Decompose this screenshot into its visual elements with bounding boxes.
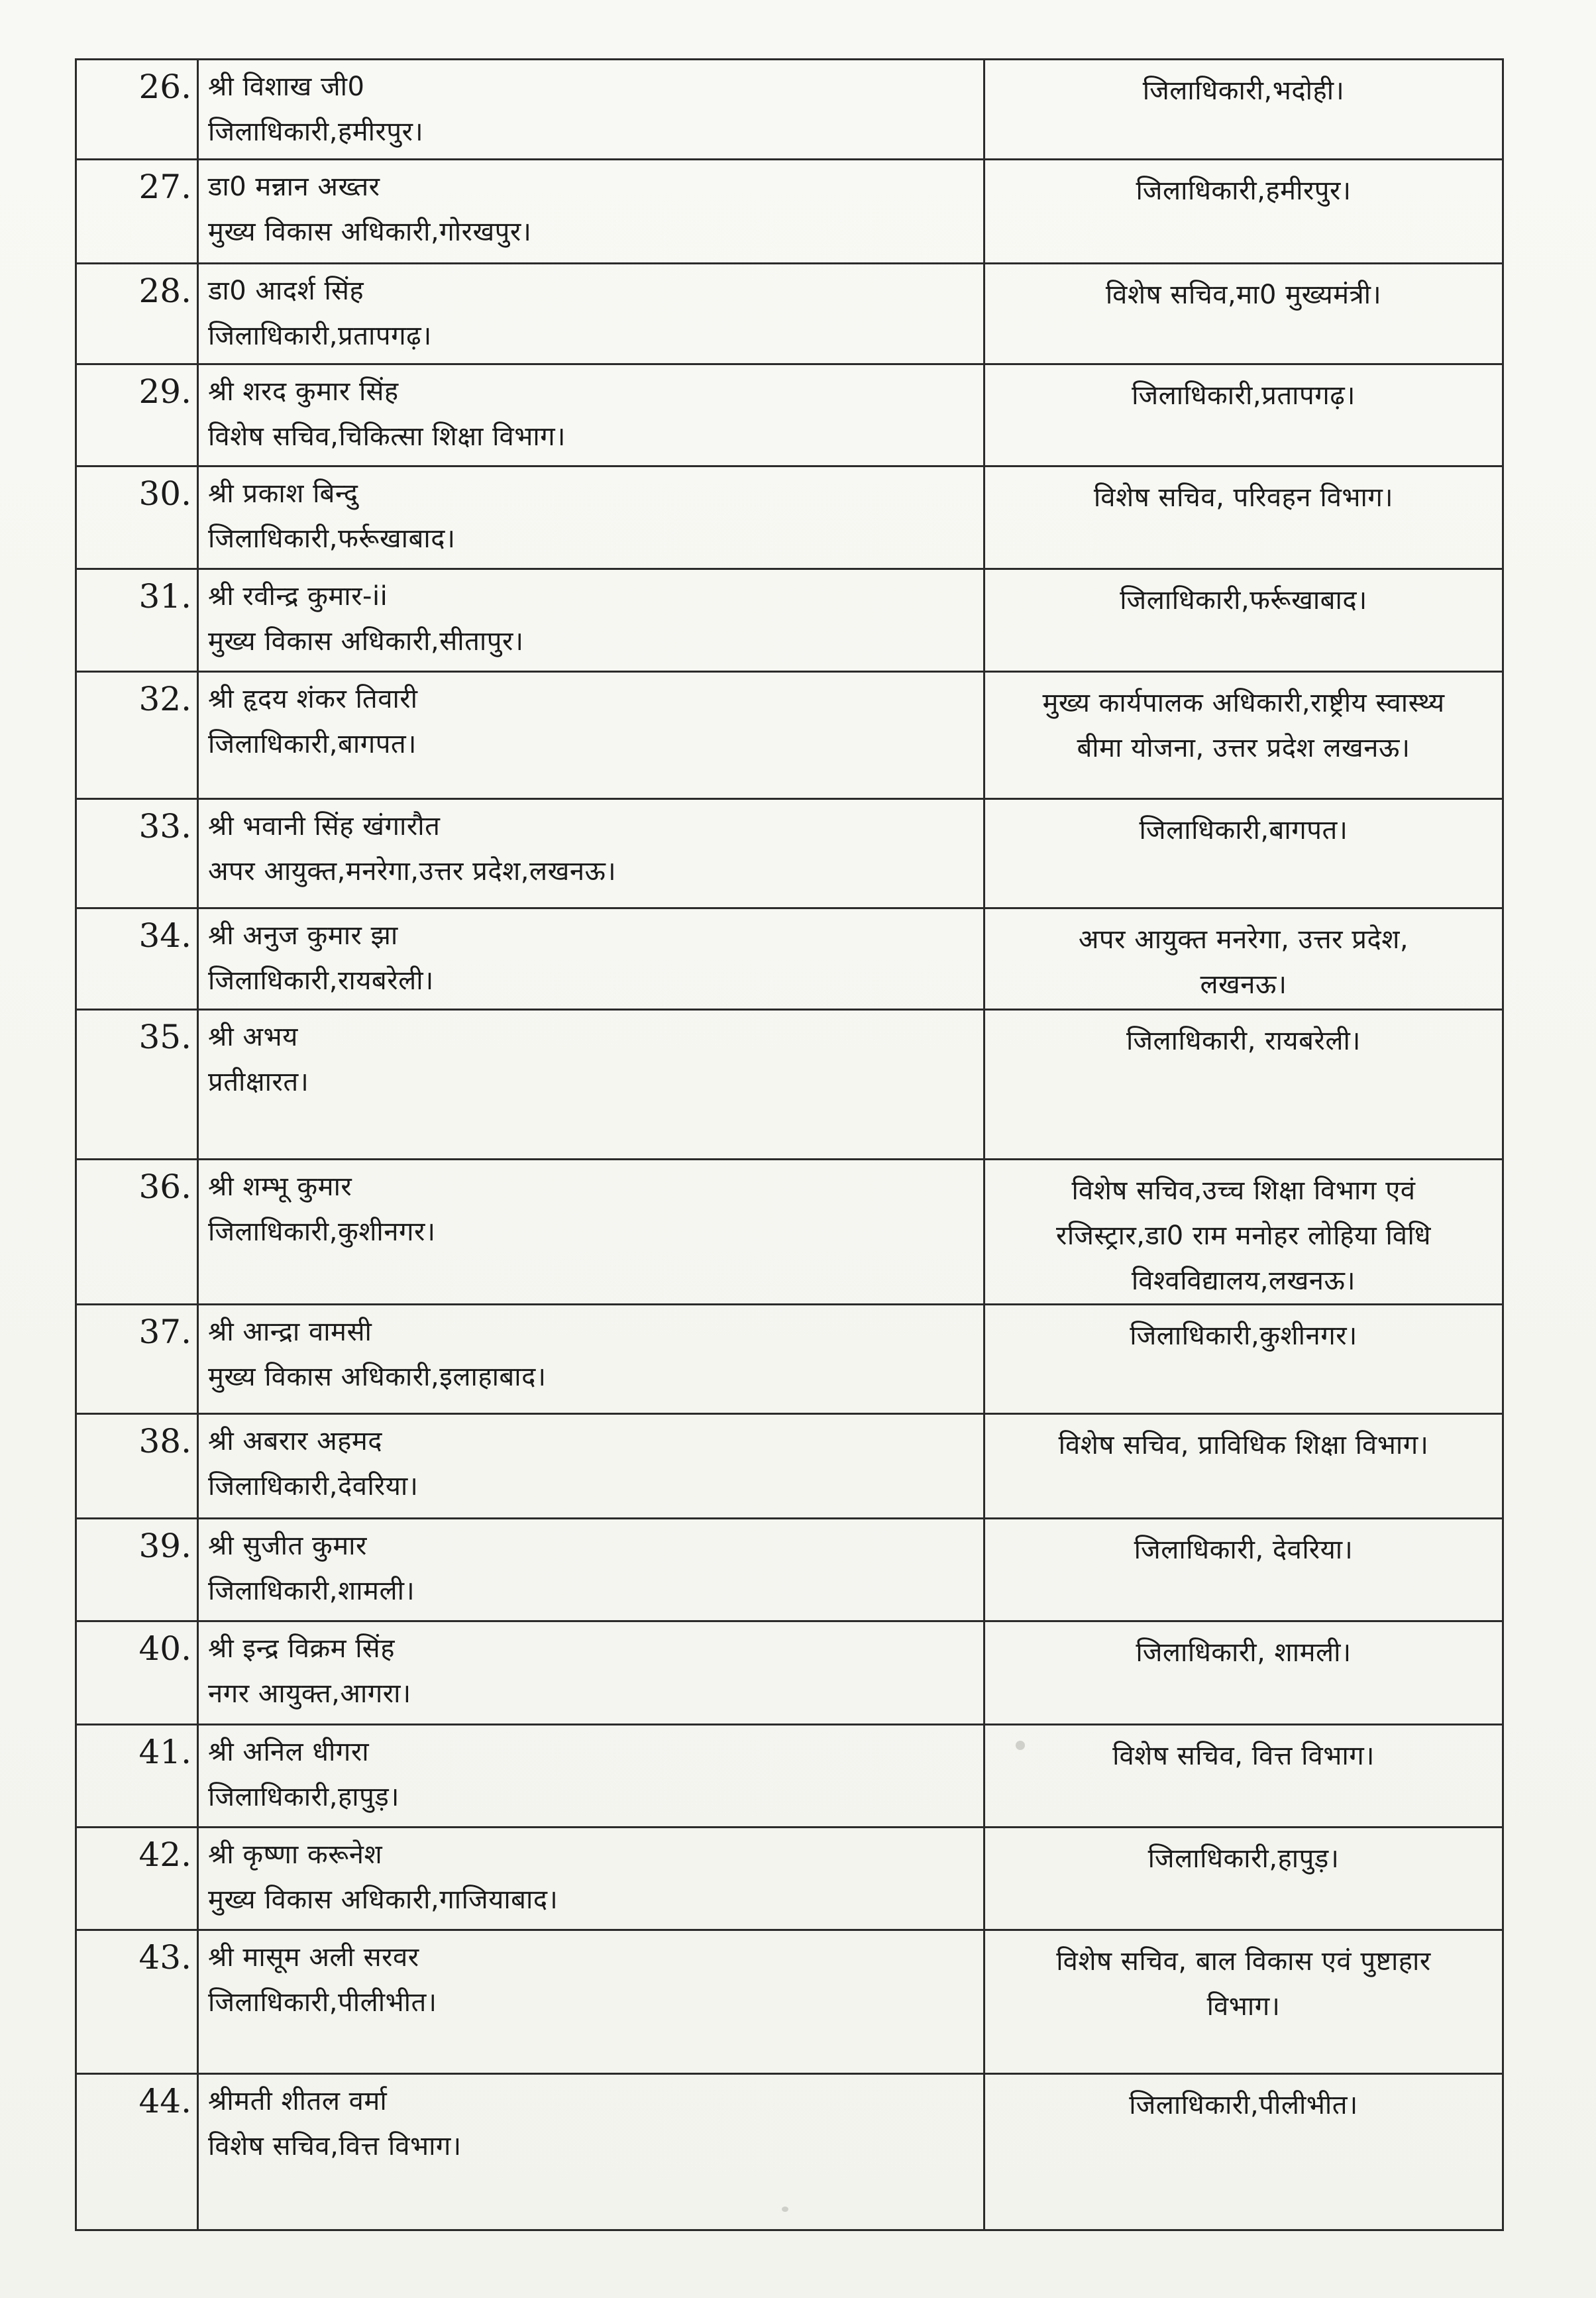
new-posting-cell <box>984 569 1503 672</box>
serial-number: 34. <box>76 908 198 1010</box>
new-posting-line: मुख्य कार्यपालक अधिकारी,राष्ट्रीय स्वास्थ्य <box>1042 688 1445 718</box>
new-posting-line: जिलाधिकारी, रायबरेली। <box>1126 1026 1361 1056</box>
officer-name: डा0 आदर्श सिंह <box>208 276 364 306</box>
serial-number: 41. <box>76 1725 198 1828</box>
new-posting-cell <box>984 160 1503 264</box>
new-posting-cell <box>984 1010 1503 1160</box>
new-posting-line: विशेष सचिव,उच्च शिक्षा विभाग एवं <box>1071 1176 1416 1206</box>
officer-name: श्री हृदय शंकर तिवारी <box>208 684 418 714</box>
new-posting-line: विशेष सचिव, प्राविधिक शिक्षा विभाग। <box>1058 1430 1429 1460</box>
current-posting: जिलाधिकारी,प्रतापगढ़। <box>208 321 432 351</box>
serial-number: 36. <box>76 1160 198 1305</box>
serial-number: 29. <box>76 364 198 466</box>
table-row <box>76 672 1503 799</box>
current-posting: मुख्य विकास अधिकारी,गाजियाबाद। <box>208 1885 559 1915</box>
officer-name: श्री शम्भू कुमार <box>208 1172 352 1202</box>
new-posting-cell <box>984 264 1503 364</box>
officer-cell <box>198 1725 984 1828</box>
new-posting-line: जिलाधिकारी, शामली। <box>1136 1637 1352 1668</box>
officer-cell <box>198 364 984 466</box>
serial-number: 26. <box>76 60 198 160</box>
officer-name: श्री मासूम अली सरवर <box>208 1942 419 1973</box>
officer-cell <box>198 672 984 799</box>
serial-number: 38. <box>76 1414 198 1519</box>
serial-number: 28. <box>76 264 198 364</box>
table-row <box>76 1930 1503 2074</box>
table-row <box>76 1160 1503 1305</box>
new-posting-line: विशेष सचिव,मा0 मुख्यमंत्री। <box>1105 280 1382 310</box>
serial-number: 43. <box>76 1930 198 2074</box>
officer-name: श्री रवीन्द्र कुमार-ii <box>208 581 388 612</box>
new-posting-line: जिलाधिकारी,हापुड़। <box>1147 1843 1340 1874</box>
table-row <box>76 1305 1503 1414</box>
new-posting-line: विश्वविद्यालय,लखनऊ। <box>1131 1266 1356 1296</box>
new-posting-line: जिलाधिकारी,भदोही। <box>1142 76 1345 106</box>
officer-cell <box>198 799 984 908</box>
serial-number: 31. <box>76 569 198 672</box>
serial-number: 27. <box>76 160 198 264</box>
new-posting-cell <box>984 2074 1503 2230</box>
new-posting-line: जिलाधिकारी,बागपत। <box>1139 815 1348 846</box>
officer-name: श्री इन्द्र विक्रम सिंह <box>208 1633 395 1664</box>
table-row <box>76 466 1503 569</box>
current-posting: जिलाधिकारी,देवरिया। <box>208 1471 419 1502</box>
officer-cell <box>198 2074 984 2230</box>
new-posting-line: बीमा योजना, उत्तर प्रदेश लखनऊ। <box>1077 733 1410 763</box>
officer-name: श्री अभय <box>208 1022 298 1052</box>
new-posting-cell <box>984 908 1503 1010</box>
table-row <box>76 908 1503 1010</box>
serial-number: 35. <box>76 1010 198 1160</box>
new-posting-cell <box>984 799 1503 908</box>
current-posting: जिलाधिकारी,फर्रूखाबाद। <box>208 523 456 554</box>
table-row <box>76 60 1503 160</box>
new-posting-line: रजिस्ट्रार,डा0 राम मनोहर लोहिया विधि <box>1055 1221 1432 1251</box>
officer-cell <box>198 160 984 264</box>
serial-number: 39. <box>76 1519 198 1621</box>
officer-cell <box>198 1010 984 1160</box>
new-posting-cell <box>984 1930 1503 2074</box>
new-posting-line: विशेष सचिव, बाल विकास एवं पुष्टाहार <box>1056 1946 1431 1977</box>
officer-name: डा0 मन्नान अख्तर <box>208 172 380 202</box>
current-posting: जिलाधिकारी,रायबरेली। <box>208 965 434 996</box>
officer-name: श्री शरद कुमार सिंह <box>208 376 399 407</box>
officer-cell <box>198 264 984 364</box>
current-posting: नगर आयुक्त,आगरा। <box>208 1678 411 1709</box>
serial-number: 30. <box>76 466 198 569</box>
serial-number: 44. <box>76 2074 198 2230</box>
serial-number: 37. <box>76 1305 198 1414</box>
officer-cell <box>198 466 984 569</box>
new-posting-line: विशेष सचिव, परिवहन विभाग। <box>1093 482 1394 513</box>
officer-name: श्री सुजीत कुमार <box>208 1531 367 1561</box>
new-posting-cell <box>984 1519 1503 1621</box>
current-posting: अपर आयुक्त,मनरेगा,उत्तर प्रदेश,लखनऊ। <box>208 856 617 887</box>
officer-cell <box>198 569 984 672</box>
officer-cell <box>198 1160 984 1305</box>
table-row <box>76 160 1503 264</box>
officer-cell <box>198 1305 984 1414</box>
officer-name: श्री प्रकाश बिन्दु <box>208 478 358 509</box>
table-row <box>76 1519 1503 1621</box>
current-posting: जिलाधिकारी,हापुड़। <box>208 1782 399 1812</box>
table-row <box>76 1828 1503 1930</box>
current-posting: मुख्य विकास अधिकारी,इलाहाबाद। <box>208 1362 547 1392</box>
new-posting-line: जिलाधिकारी,प्रतापगढ़। <box>1132 380 1356 411</box>
new-posting-line: जिलाधिकारी,कुशीनगर। <box>1130 1321 1357 1351</box>
new-posting-line: जिलाधिकारी,पीलीभीत। <box>1129 2090 1358 2120</box>
table-row <box>76 1725 1503 1828</box>
table-row <box>76 1621 1503 1725</box>
new-posting-cell <box>984 1828 1503 1930</box>
officer-cell <box>198 1621 984 1725</box>
officer-cell <box>198 908 984 1010</box>
new-posting-cell <box>984 466 1503 569</box>
new-posting-cell <box>984 60 1503 160</box>
officer-cell <box>198 1519 984 1621</box>
officer-name: श्री भवानी सिंह खंगारौत <box>208 811 441 842</box>
officer-name: श्री आन्द्रा वामसी <box>208 1317 372 1347</box>
transfer-list-table <box>75 58 1504 2231</box>
serial-number: 42. <box>76 1828 198 1930</box>
current-posting: जिलाधिकारी,बागपत। <box>208 729 417 759</box>
officer-name: श्रीमती शीतल वर्मा <box>208 2086 388 2116</box>
current-posting: मुख्य विकास अधिकारी,सीतापुर। <box>208 626 524 657</box>
new-posting-cell <box>984 364 1503 466</box>
table-row <box>76 799 1503 908</box>
paper-speck <box>1016 1741 1025 1750</box>
new-posting-cell <box>984 1621 1503 1725</box>
new-posting-cell <box>984 1414 1503 1519</box>
table-row <box>76 2074 1503 2230</box>
table-row <box>76 1414 1503 1519</box>
current-posting: जिलाधिकारी,हमीरपुर। <box>208 117 424 147</box>
officer-name: श्री अनिल धीगरा <box>208 1737 370 1767</box>
table-row <box>76 1010 1503 1160</box>
officer-name: श्री कृष्णा करूनेश <box>208 1839 383 1870</box>
paper-speck <box>782 2207 788 2212</box>
new-posting-cell <box>984 1305 1503 1414</box>
officer-cell <box>198 1828 984 1930</box>
new-posting-cell <box>984 1160 1503 1305</box>
officer-name: श्री विशाख जी0 <box>208 72 365 102</box>
new-posting-cell <box>984 1725 1503 1828</box>
officer-name: श्री अनुज कुमार झा <box>208 920 398 951</box>
serial-number: 33. <box>76 799 198 908</box>
table-row <box>76 364 1503 466</box>
officer-name: श्री अबरार अहमद <box>208 1426 383 1456</box>
new-posting-line: अपर आयुक्त मनरेगा, उत्तर प्रदेश, <box>1078 924 1409 955</box>
table-row <box>76 264 1503 364</box>
serial-number: 32. <box>76 672 198 799</box>
officer-cell <box>198 1414 984 1519</box>
new-posting-line: लखनऊ। <box>1200 969 1287 1000</box>
new-posting-line: जिलाधिकारी,हमीरपुर। <box>1136 176 1352 206</box>
officer-cell <box>198 1930 984 2074</box>
table-row <box>76 569 1503 672</box>
new-posting-cell <box>984 672 1503 799</box>
current-posting: विशेष सचिव,चिकित्सा शिक्षा विभाग। <box>208 421 566 452</box>
new-posting-line: विभाग। <box>1206 1991 1281 2022</box>
officer-cell <box>198 60 984 160</box>
current-posting: जिलाधिकारी,कुशीनगर। <box>208 1217 436 1247</box>
current-posting: विशेष सचिव,वित्त विभाग। <box>208 2131 462 2161</box>
transfer-rows <box>76 60 1503 2230</box>
current-posting: मुख्य विकास अधिकारी,गोरखपुर। <box>208 217 532 247</box>
current-posting: जिलाधिकारी,पीलीभीत। <box>208 1987 437 2018</box>
new-posting-line: जिलाधिकारी, देवरिया। <box>1134 1535 1354 1565</box>
new-posting-line: जिलाधिकारी,फर्रूखाबाद। <box>1120 585 1367 616</box>
new-posting-line: विशेष सचिव, वित्त विभाग। <box>1112 1741 1375 1771</box>
current-posting: प्रतीक्षारत। <box>208 1067 309 1097</box>
current-posting: जिलाधिकारी,शामली। <box>208 1576 415 1606</box>
serial-number: 40. <box>76 1621 198 1725</box>
